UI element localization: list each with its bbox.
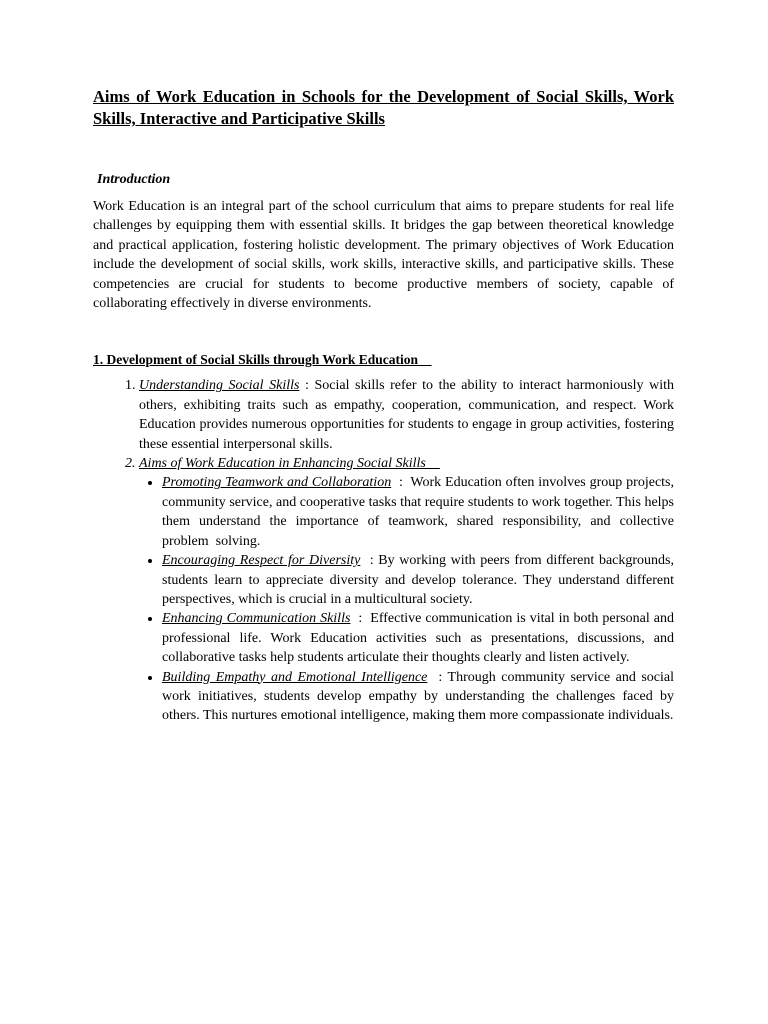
bullet-teamwork-collaboration [162,473,678,551]
bullet-1-text: : Work Education often involves group projects, community service, and cooperative tasks that require students to work together. This helps them understand the importance of teamwork, shared responsibility, and collective problem solving. [162,475,678,549]
bullet-4-text: : Through community service and social work initiatives, students develop empathy by understanding the challenges faced by others. This nurtures emotional intelligence, making them more compassionate individuals. [162,669,678,724]
introduction-paragraph: Work Education is an integral part of the school curriculum that aims to prepare students for real life challenges by equipping them with essential skills. It bridges the gap between theoretical knowledge and practical application, fostering holistic development. The primary objectives of Work Education include the development of social skills, work skills, interactive skills, and participative skills. These competencies are crucial for students to become productive members of society, capable of collaborating effectively in diverse environments. [93,199,674,312]
document-title: Aims of Work Education in Schools for the Development of Social Skills, Work Skills, Interactive and Participative Skills [93,87,674,128]
bullet-4-term: Building Empathy and Emotional Intelligence [162,669,428,685]
bullet-3-term: Enhancing Communication Skills [162,611,351,627]
section-1-heading: 1. Development of Social Skills through Work Education [93,352,432,368]
bullet-3-text: : Effective communication is vital in both personal and professional life. Work Education activities such as presentations, discussions, and collaborative tasks help students articulate their thoughts clearly and listen actively. [162,611,678,666]
point-understanding-social-skills [139,376,674,454]
point-aims-enhancing-social-skills [139,454,678,726]
aims-bullet-list [139,473,678,725]
point-1-term: Understanding Social Skills [139,378,300,394]
point-1-text: : Social skills refer to the ability to interact harmoniously with others, exhibiting traits such as empathy, cooperation, communication, and respect. Work Education provides numerous opportunities for students to engage in group activities, fostering these essential interpersonal skills. [139,378,675,452]
bullet-communication-skills [162,609,678,667]
bullet-1-term: Promoting Teamwork and Collaboration [162,475,392,491]
point-2-heading: Aims of Work Education in Enhancing Social Skills [139,456,440,472]
bullet-2-term: Encouraging Respect for Diversity [162,553,361,569]
introduction-heading: Introduction [97,172,171,187]
bullet-2-text: : By working with peers from different backgrounds, students learn to appreciate diversity and develop tolerance. They understand different perspectives, which is crucial in a multicultural society. [162,553,678,607]
section-1-list [93,376,678,725]
document-page [93,86,678,726]
bullet-empathy-emotional-intelligence [162,668,678,726]
bullet-respect-diversity [162,551,678,609]
